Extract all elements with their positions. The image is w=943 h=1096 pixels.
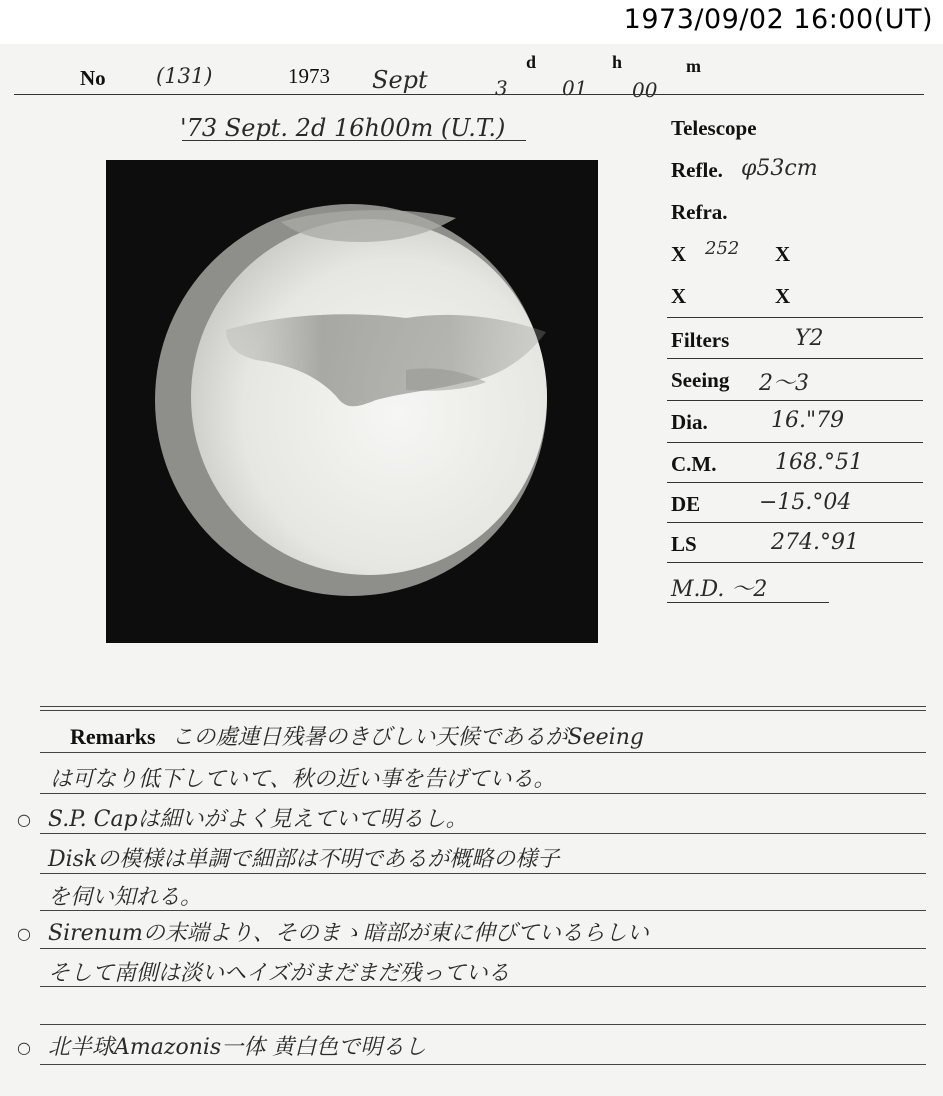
dia-label: Dia. xyxy=(671,410,708,434)
bullet-icon: ○ xyxy=(17,924,31,943)
header-rule xyxy=(14,94,924,95)
remarks-rule xyxy=(40,793,926,794)
remarks-label: Remarks xyxy=(70,724,156,749)
remarks-rule xyxy=(40,710,926,711)
seeing-label: Seeing xyxy=(671,368,730,392)
table-rule xyxy=(667,317,923,318)
ls-row xyxy=(667,524,923,564)
record-number: (131) xyxy=(156,64,213,88)
central-meridian-row xyxy=(667,444,923,484)
record-minute: 00 xyxy=(632,78,658,102)
planet-disk-sketch xyxy=(106,160,598,643)
minute-unit-label: m xyxy=(686,56,701,76)
filters-value: Y2 xyxy=(795,326,824,351)
cm-value: 168.°51 xyxy=(775,450,863,475)
mag1-x-label: X xyxy=(671,242,687,266)
timestamp-stamp xyxy=(0,0,943,44)
table-rule xyxy=(667,482,923,483)
dia-value: 16."79 xyxy=(771,408,845,433)
ls-value: 274.°91 xyxy=(771,530,859,555)
record-year: 1973 xyxy=(288,64,330,88)
cm-label: C.M. xyxy=(671,452,717,476)
mag2-x-label: X xyxy=(671,284,687,308)
refractor-row xyxy=(667,192,923,232)
telescope-label: Telescope xyxy=(671,116,757,140)
timestamp-text: 1973/09/02 16:00(UT) xyxy=(623,4,933,35)
remarks-rule xyxy=(40,986,926,987)
bullet-icon: ○ xyxy=(17,810,31,829)
table-rule xyxy=(667,522,923,523)
magnification-row-1 xyxy=(667,234,923,274)
reflector-row xyxy=(667,150,923,190)
day-unit-label: d xyxy=(526,52,537,72)
seeing-value: 2～3 xyxy=(759,371,809,396)
refra-label: Refra. xyxy=(671,200,728,224)
record-day: 3 xyxy=(495,76,508,100)
observation-sheet xyxy=(0,44,943,1096)
remarks-rule xyxy=(40,752,926,753)
remarks-rule xyxy=(40,873,926,874)
remarks-line-3: S.P. Capは細いがよく見えていて明るし。 xyxy=(48,807,468,832)
magnification-row-2 xyxy=(667,276,923,316)
table-rule xyxy=(667,400,923,401)
refle-label: Refle. xyxy=(671,158,723,182)
ls-label: LS xyxy=(671,532,697,556)
observation-date: '73 Sept. 2d 16h00m (U.T.) xyxy=(180,114,506,142)
remarks-text: この處連日残暑のきびしい天候であるがSeeing xyxy=(171,725,644,750)
observation-date-underline xyxy=(182,140,526,141)
md-row xyxy=(667,566,923,606)
remarks-rule xyxy=(40,833,926,834)
remarks-rule xyxy=(40,948,926,949)
remarks-rule xyxy=(40,910,926,911)
remarks-line-1 xyxy=(70,720,644,751)
table-rule xyxy=(667,442,923,443)
mars-drawing xyxy=(106,160,598,643)
md-underline xyxy=(667,602,829,603)
mag1-x-label-2: X xyxy=(775,242,791,266)
filters-label: Filters xyxy=(671,328,730,352)
filters-row xyxy=(667,320,923,360)
remarks-line-7: そして南側は淡いヘイズがまだまだ残っている xyxy=(48,961,510,986)
telescope-row xyxy=(667,108,923,148)
record-hour: 01 xyxy=(562,76,588,100)
remarks-line-8: 北半球Amazonis一体 黄白色で明るし xyxy=(48,1035,427,1060)
de-label: DE xyxy=(671,492,701,516)
hour-unit-label: h xyxy=(612,52,623,72)
remarks-rule xyxy=(40,706,926,707)
bullet-icon: ○ xyxy=(17,1038,31,1057)
de-value: −15.°04 xyxy=(759,490,852,515)
record-month: Sept xyxy=(372,66,428,94)
table-rule xyxy=(667,562,923,563)
mag2-x-label-2: X xyxy=(775,284,791,308)
remarks-rule xyxy=(40,1024,926,1025)
remarks-line-5: を伺い知れる。 xyxy=(48,885,203,910)
remarks-rule xyxy=(40,1064,926,1065)
remarks-line-2: は可なり低下していて、秋の近い事を告げている。 xyxy=(50,767,556,792)
mag1-value: 252 xyxy=(705,238,740,259)
declination-row xyxy=(667,484,923,524)
remarks-line-4: Diskの模様は単調で細部は不明であるが概略の様子 xyxy=(48,847,560,872)
diameter-row xyxy=(667,402,923,442)
record-no-label: No xyxy=(80,66,106,90)
md-value: M.D. ～2 xyxy=(671,577,768,602)
refle-value: φ53cm xyxy=(741,156,818,181)
remarks-line-6: Sirenumの末端より、そのまゝ暗部が東に伸びているらしい xyxy=(48,921,649,946)
table-rule xyxy=(667,358,923,359)
seeing-row xyxy=(667,360,923,400)
